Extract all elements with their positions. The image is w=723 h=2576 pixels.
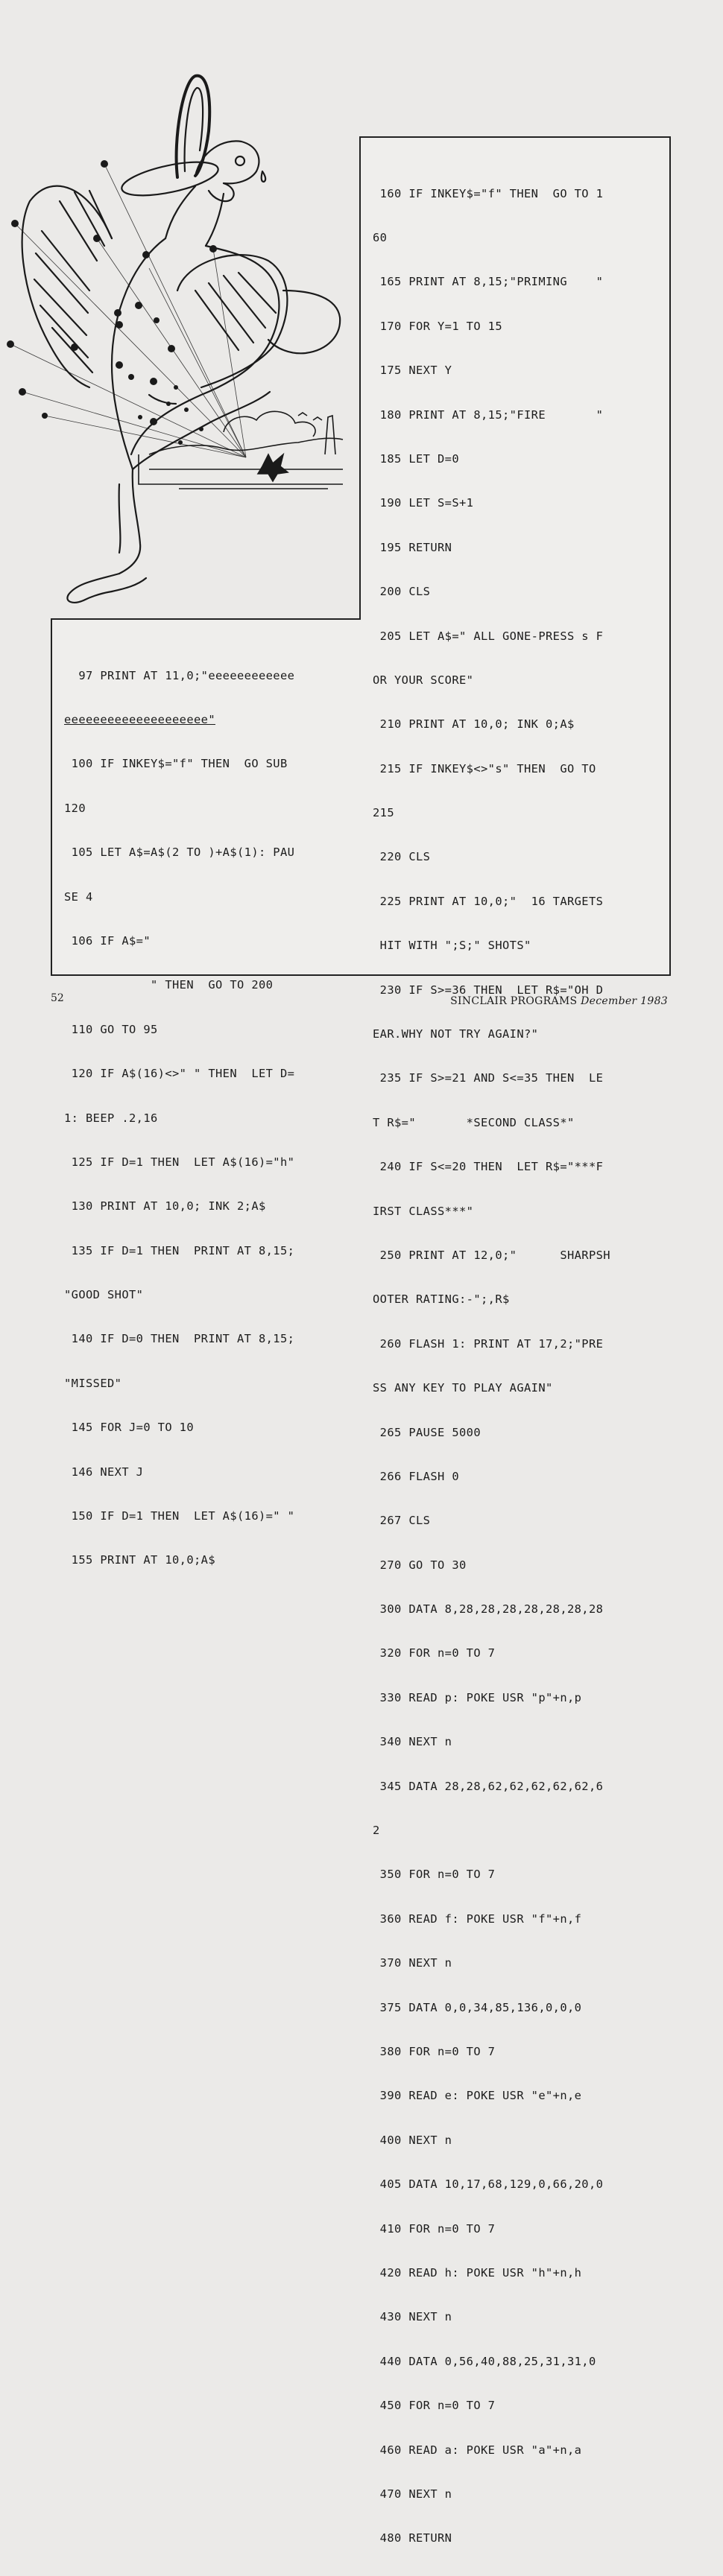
magazine-name: SINCLAIR PROGRAMS: [450, 995, 578, 1007]
code-line: " THEN GO TO 200: [64, 978, 274, 992]
code-line: 105 LET A$=A$(2 TO )+A$(1): PAU: [64, 846, 295, 860]
code-line: 480 RETURN: [373, 2531, 452, 2545]
code-line: 120: [64, 801, 86, 815]
code-line: 350 FOR n=0 TO 7: [373, 1868, 496, 1882]
code-line: SE 4: [64, 889, 93, 904]
code-line: 390 READ e: POKE USR "e"+n,e: [373, 2089, 582, 2103]
code-line: 97 PRINT AT 11,0;"eeeeeeeeeeee: [64, 668, 295, 682]
code-line: 440 DATA 0,56,40,88,25,31,31,0: [373, 2354, 596, 2368]
code-line: 106 IF A$=": [64, 933, 151, 948]
code-line: IRST CLASS***": [373, 1204, 474, 1218]
code-line: eeeeeeeeeeeeeeeeeeee": [64, 712, 215, 726]
code-line: 345 DATA 28,28,62,62,62,62,62,6: [373, 1779, 604, 1793]
code-line: 410 FOR n=0 TO 7: [373, 2221, 496, 2236]
code-line: 300 DATA 8,28,28,28,28,28,28,28: [373, 1602, 604, 1617]
code-line: 155 PRINT AT 10,0;A$: [64, 1553, 215, 1567]
code-line: 420 READ h: POKE USR "h"+n,h: [373, 2265, 582, 2280]
code-line: 380 FOR n=0 TO 7: [373, 2045, 496, 2058]
code-line: 1: BEEP .2,16: [64, 1111, 158, 1125]
code-line: 185 LET D=0: [373, 451, 459, 466]
code-line: 370 NEXT n: [373, 1956, 452, 1970]
code-line: 110 GO TO 95: [64, 1022, 158, 1036]
code-line: 175 NEXT Y: [373, 364, 452, 378]
code-line: 330 READ p: POKE USR "p"+n,p: [373, 1690, 582, 1704]
code-line: 320 FOR n=0 TO 7: [373, 1646, 496, 1660]
code-line: 150 IF D=1 THEN LET A$(16)=" ": [64, 1509, 295, 1523]
code-line: OR YOUR SCORE": [373, 673, 474, 687]
code-line: SS ANY KEY TO PLAY AGAIN": [373, 1381, 553, 1395]
code-line: 265 PAUSE 5000: [373, 1425, 481, 1439]
page-number: 52: [51, 992, 64, 1004]
code-line: 120 IF A$(16)<>" " THEN LET D=: [64, 1067, 295, 1081]
code-line: 125 IF D=1 THEN LET A$(16)="h": [64, 1155, 295, 1169]
code-line: 267 CLS: [373, 1514, 431, 1528]
code-line: 180 PRINT AT 8,15;"FIRE ": [373, 407, 604, 422]
code-line: 235 IF S>=21 AND S<=35 THEN LE: [373, 1071, 604, 1085]
code-line: 215 IF INKEY$<>"s" THEN GO TO: [373, 761, 596, 775]
code-line: 205 LET A$=" ALL GONE-PRESS s F: [373, 629, 604, 643]
code-line: 405 DATA 10,17,68,129,0,66,20,0: [373, 2177, 604, 2192]
code-line: 230 IF S>=36 THEN LET R$="OH D: [373, 983, 604, 997]
code-line: 195 RETURN: [373, 540, 452, 554]
page-footer: [450, 995, 668, 1007]
code-line: 340 NEXT n: [373, 1735, 452, 1749]
code-line: 225 PRINT AT 10,0;" 16 TARGETS: [373, 894, 604, 908]
code-line: "MISSED": [64, 1376, 122, 1390]
code-line: 60: [373, 230, 388, 244]
code-line: 190 LET S=S+1: [373, 496, 474, 510]
shot-bird-illustration: [0, 67, 358, 611]
code-line: 240 IF S<=20 THEN LET R$="***F: [373, 1160, 604, 1174]
code-line: HIT WITH ";S;" SHOTS": [373, 939, 531, 953]
code-line: 170 FOR Y=1 TO 15: [373, 319, 502, 333]
code-line: EAR.WHY NOT TRY AGAIN?": [373, 1027, 539, 1041]
code-line: 360 READ f: POKE USR "f"+n,f: [373, 1912, 582, 1926]
code-line: 145 FOR J=0 TO 10: [64, 1421, 194, 1435]
code-line: 146 NEXT J: [64, 1465, 144, 1479]
code-line: 260 FLASH 1: PRINT AT 17,2;"PRE: [373, 1336, 604, 1351]
code-line: 266 FLASH 0: [373, 1469, 459, 1483]
code-line: 130 PRINT AT 10,0; INK 2;A$: [64, 1199, 266, 1214]
code-line: 400 NEXT n: [373, 2133, 452, 2147]
code-line: 270 GO TO 30: [373, 1558, 467, 1572]
issue-date: December 1983: [581, 995, 668, 1007]
code-line: 2: [373, 1824, 380, 1838]
code-line: 460 READ a: POKE USR "a"+n,a: [373, 2443, 582, 2457]
code-line: 375 DATA 0,0,34,85,136,0,0,0: [373, 2000, 582, 2014]
code-line: 220 CLS: [373, 850, 431, 864]
code-line: 210 PRINT AT 10,0; INK 0;A$: [373, 717, 575, 732]
code-line: "GOOD SHOT": [64, 1288, 144, 1302]
code-line: 200 CLS: [373, 585, 431, 599]
code-line: OOTER RATING:-";,R$: [373, 1292, 510, 1307]
code-line: 100 IF INKEY$="f" THEN GO SUB: [64, 757, 288, 771]
code-line: T R$=" *SECOND CLASS*": [373, 1115, 575, 1129]
code-line: 140 IF D=0 THEN PRINT AT 8,15;: [64, 1332, 295, 1346]
code-line: 470 NEXT n: [373, 2487, 452, 2501]
code-line: 165 PRINT AT 8,15;"PRIMING ": [373, 275, 604, 289]
code-line: 450 FOR n=0 TO 7: [373, 2399, 496, 2413]
code-line: 215: [373, 806, 394, 820]
code-line: 135 IF D=1 THEN PRINT AT 8,15;: [64, 1243, 295, 1257]
code-line: 160 IF INKEY$="f" THEN GO TO 1: [373, 186, 604, 200]
code-line: 250 PRINT AT 12,0;" SHARPSH: [373, 1248, 610, 1262]
code-line: 430 NEXT n: [373, 2310, 452, 2324]
